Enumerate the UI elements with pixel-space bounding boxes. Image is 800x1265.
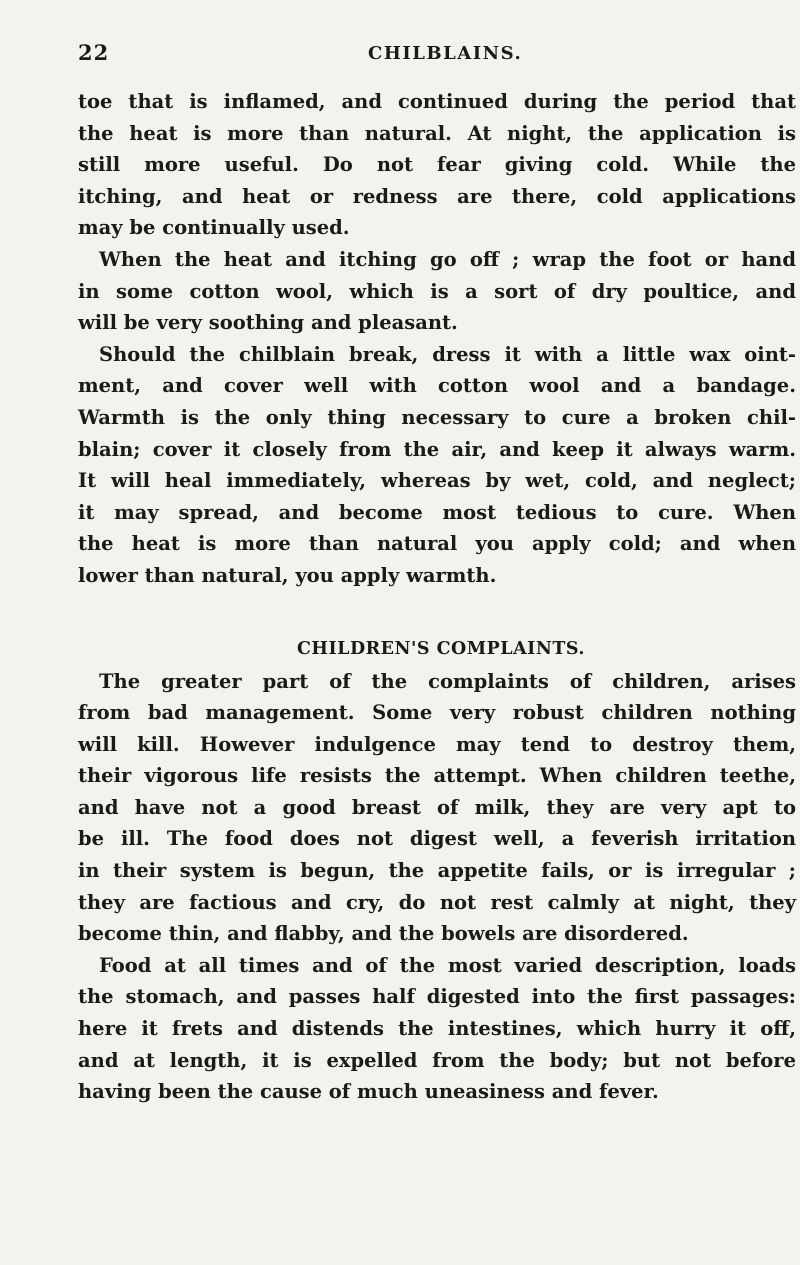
text-line: it may spread, and become most tedious to cure. When [78, 500, 796, 524]
section-heading: CHILDREN'S COMPLAINTS. [297, 638, 585, 659]
text-line: When the heat and itching go off ; wrap the foot or hand [99, 247, 796, 271]
text-line: will kill. However indulgence may tend to destroy them, [78, 732, 796, 756]
text-line: from bad management. Some very robust children nothing [78, 701, 796, 725]
text-line: and have not a good breast of milk, they are very apt to [78, 795, 796, 819]
text-line: Warmth is the only thing necessary to cure a broken chil- [78, 405, 796, 429]
paragraph [78, 950, 796, 1108]
paragraph [78, 244, 796, 339]
text-line: in their system is begun, the appetite fails, or is irregular ; [78, 859, 796, 883]
text-line: here it frets and distends the intestines, which hurry it off, [78, 1017, 796, 1041]
text-line: the heat is more than natural you apply cold; and when [78, 532, 796, 556]
text-line: The greater part of the complaints of children, arises [99, 669, 796, 693]
text-line: It will heal immediately, whereas by wet, cold, and neglect; [78, 469, 796, 493]
paragraph [78, 666, 796, 950]
running-head [78, 40, 792, 70]
text-line: blain; cover it closely from the air, and keep it always warm. [78, 437, 796, 461]
text-line: the stomach, and passes half digested into the first passages: [78, 985, 796, 1009]
text-line: they are factious and cry, do not rest calmly at night, they [78, 890, 796, 914]
running-title: CHILBLAINS. [368, 43, 523, 64]
text-line: in some cotton wool, which is a sort of dry poultice, and [78, 279, 796, 303]
text-line: become thin, and flabby, and the bowels are disordered. [78, 922, 689, 946]
body-text [78, 86, 796, 1108]
page-number: 22 [78, 40, 110, 65]
text-line: ment, and cover well with cotton wool and a bandage. [78, 374, 796, 398]
paragraph [78, 339, 796, 592]
text-line: Should the chilblain break, dress it with a little wax oint- [99, 342, 796, 366]
text-line: toe that is inflamed, and continued during the period that [78, 90, 796, 113]
paragraph [78, 86, 796, 244]
text-line: may be continually used. [78, 216, 350, 240]
text-line: will be very soothing and pleasant. [78, 311, 458, 335]
text-line: itching, and heat or redness are there, cold applications [78, 184, 796, 208]
text-line: Food at all times and of the most varied description, loads [99, 953, 796, 977]
text-line: having been the cause of much uneasiness and fever. [78, 1080, 659, 1104]
text-line: lower than natural, you apply warmth. [78, 563, 497, 587]
text-line: and at length, it is expelled from the body; but not before [78, 1048, 796, 1072]
spacer [78, 592, 796, 634]
text-line: the heat is more than natural. At night, the application is [78, 121, 796, 145]
text-line: be ill. The food does not digest well, a feverish irritation [78, 827, 796, 851]
text-line: their vigorous life resists the attempt. When children teethe, [78, 764, 796, 788]
text-line: still more useful. Do not fear giving cold. While the [78, 153, 796, 177]
